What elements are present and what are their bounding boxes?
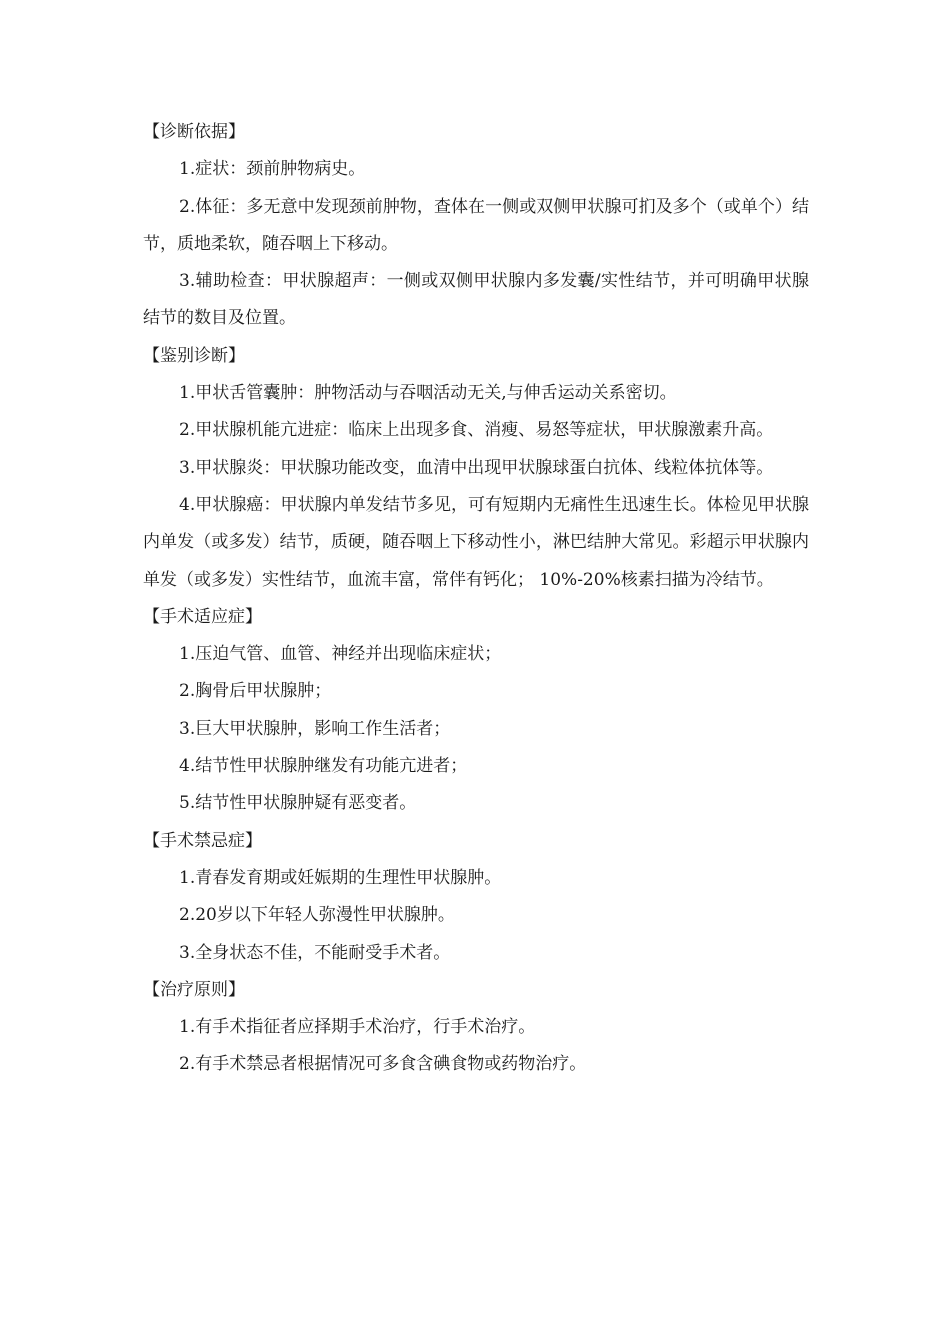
paragraph: 1.甲状舌管囊肿：肿物活动与吞咽活动无关,与伸舌运动关系密切。	[179, 383, 677, 404]
section-differential-diagnosis	[143, 338, 809, 599]
section-diagnosis-basis	[143, 114, 809, 338]
paragraph: 2.有手术禁忌者根据情况可多食含碘食物或药物治疗。	[179, 1054, 587, 1075]
paragraph: 5.结节性甲状腺肿疑有恶变者。	[179, 793, 417, 814]
document-body	[143, 114, 809, 1084]
paragraph: 1.压迫气管、血管、神经并出现临床症状；	[179, 644, 502, 665]
section-surgical-contraindications	[143, 823, 809, 972]
paragraph: 2.20岁以下年轻人弥漫性甲状腺肿。	[179, 905, 455, 926]
paragraph: 1.有手术指征者应择期手术治疗，行手术治疗。	[179, 1017, 536, 1038]
paragraph: 3.甲状腺炎：甲状腺功能改变，血清中出现甲状腺球蛋白抗体、线粒体抗体等。	[179, 457, 774, 478]
paragraph: 1.症状：颈前肿物病史。	[179, 159, 366, 180]
section-heading: 【治疗原则】	[143, 979, 245, 1000]
section-heading: 【手术禁忌症】	[143, 830, 262, 851]
paragraph: 1.青春发育期或妊娠期的生理性甲状腺肿。	[179, 867, 502, 888]
section-heading: 【手术适应症】	[143, 606, 262, 627]
section-surgical-indications	[143, 599, 809, 823]
paragraph: 4.甲状腺癌：甲状腺内单发结节多见，可有短期内无痛性生迅速生长。体检见甲状腺内单发（或多发）结节，质硬，随吞咽上下移动性小，淋巴结肿大常见。彩超示甲状腺内单发（或多发）实性结节，血流丰富，常伴有钙化； 10%-20%核素扫描为冷结节。	[143, 494, 809, 590]
paragraph: 3.全身状态不佳，不能耐受手术者。	[179, 942, 451, 963]
paragraph: 4.结节性甲状腺肿继发有功能亢进者；	[179, 756, 468, 777]
paragraph: 2.体征：多无意中发现颈前肿物，查体在一侧或双侧甲状腺可扪及多个（或单个）结节，质地柔软，随吞咽上下移动。	[143, 196, 809, 254]
section-treatment-principles	[143, 972, 809, 1084]
section-heading: 【鉴别诊断】	[143, 345, 245, 366]
paragraph: 3.辅助检查：甲状腺超声：一侧或双侧甲状腺内多发囊/实性结节，并可明确甲状腺结节的数目及位置。	[143, 271, 809, 329]
paragraph: 3.巨大甲状腺肿，影响工作生活者；	[179, 718, 451, 739]
paragraph: 2.甲状腺机能亢进症：临床上出现多食、消瘦、易怒等症状，甲状腺激素升高。	[179, 420, 774, 441]
section-heading: 【诊断依据】	[143, 122, 245, 142]
paragraph: 2.胸骨后甲状腺肿；	[179, 681, 332, 702]
